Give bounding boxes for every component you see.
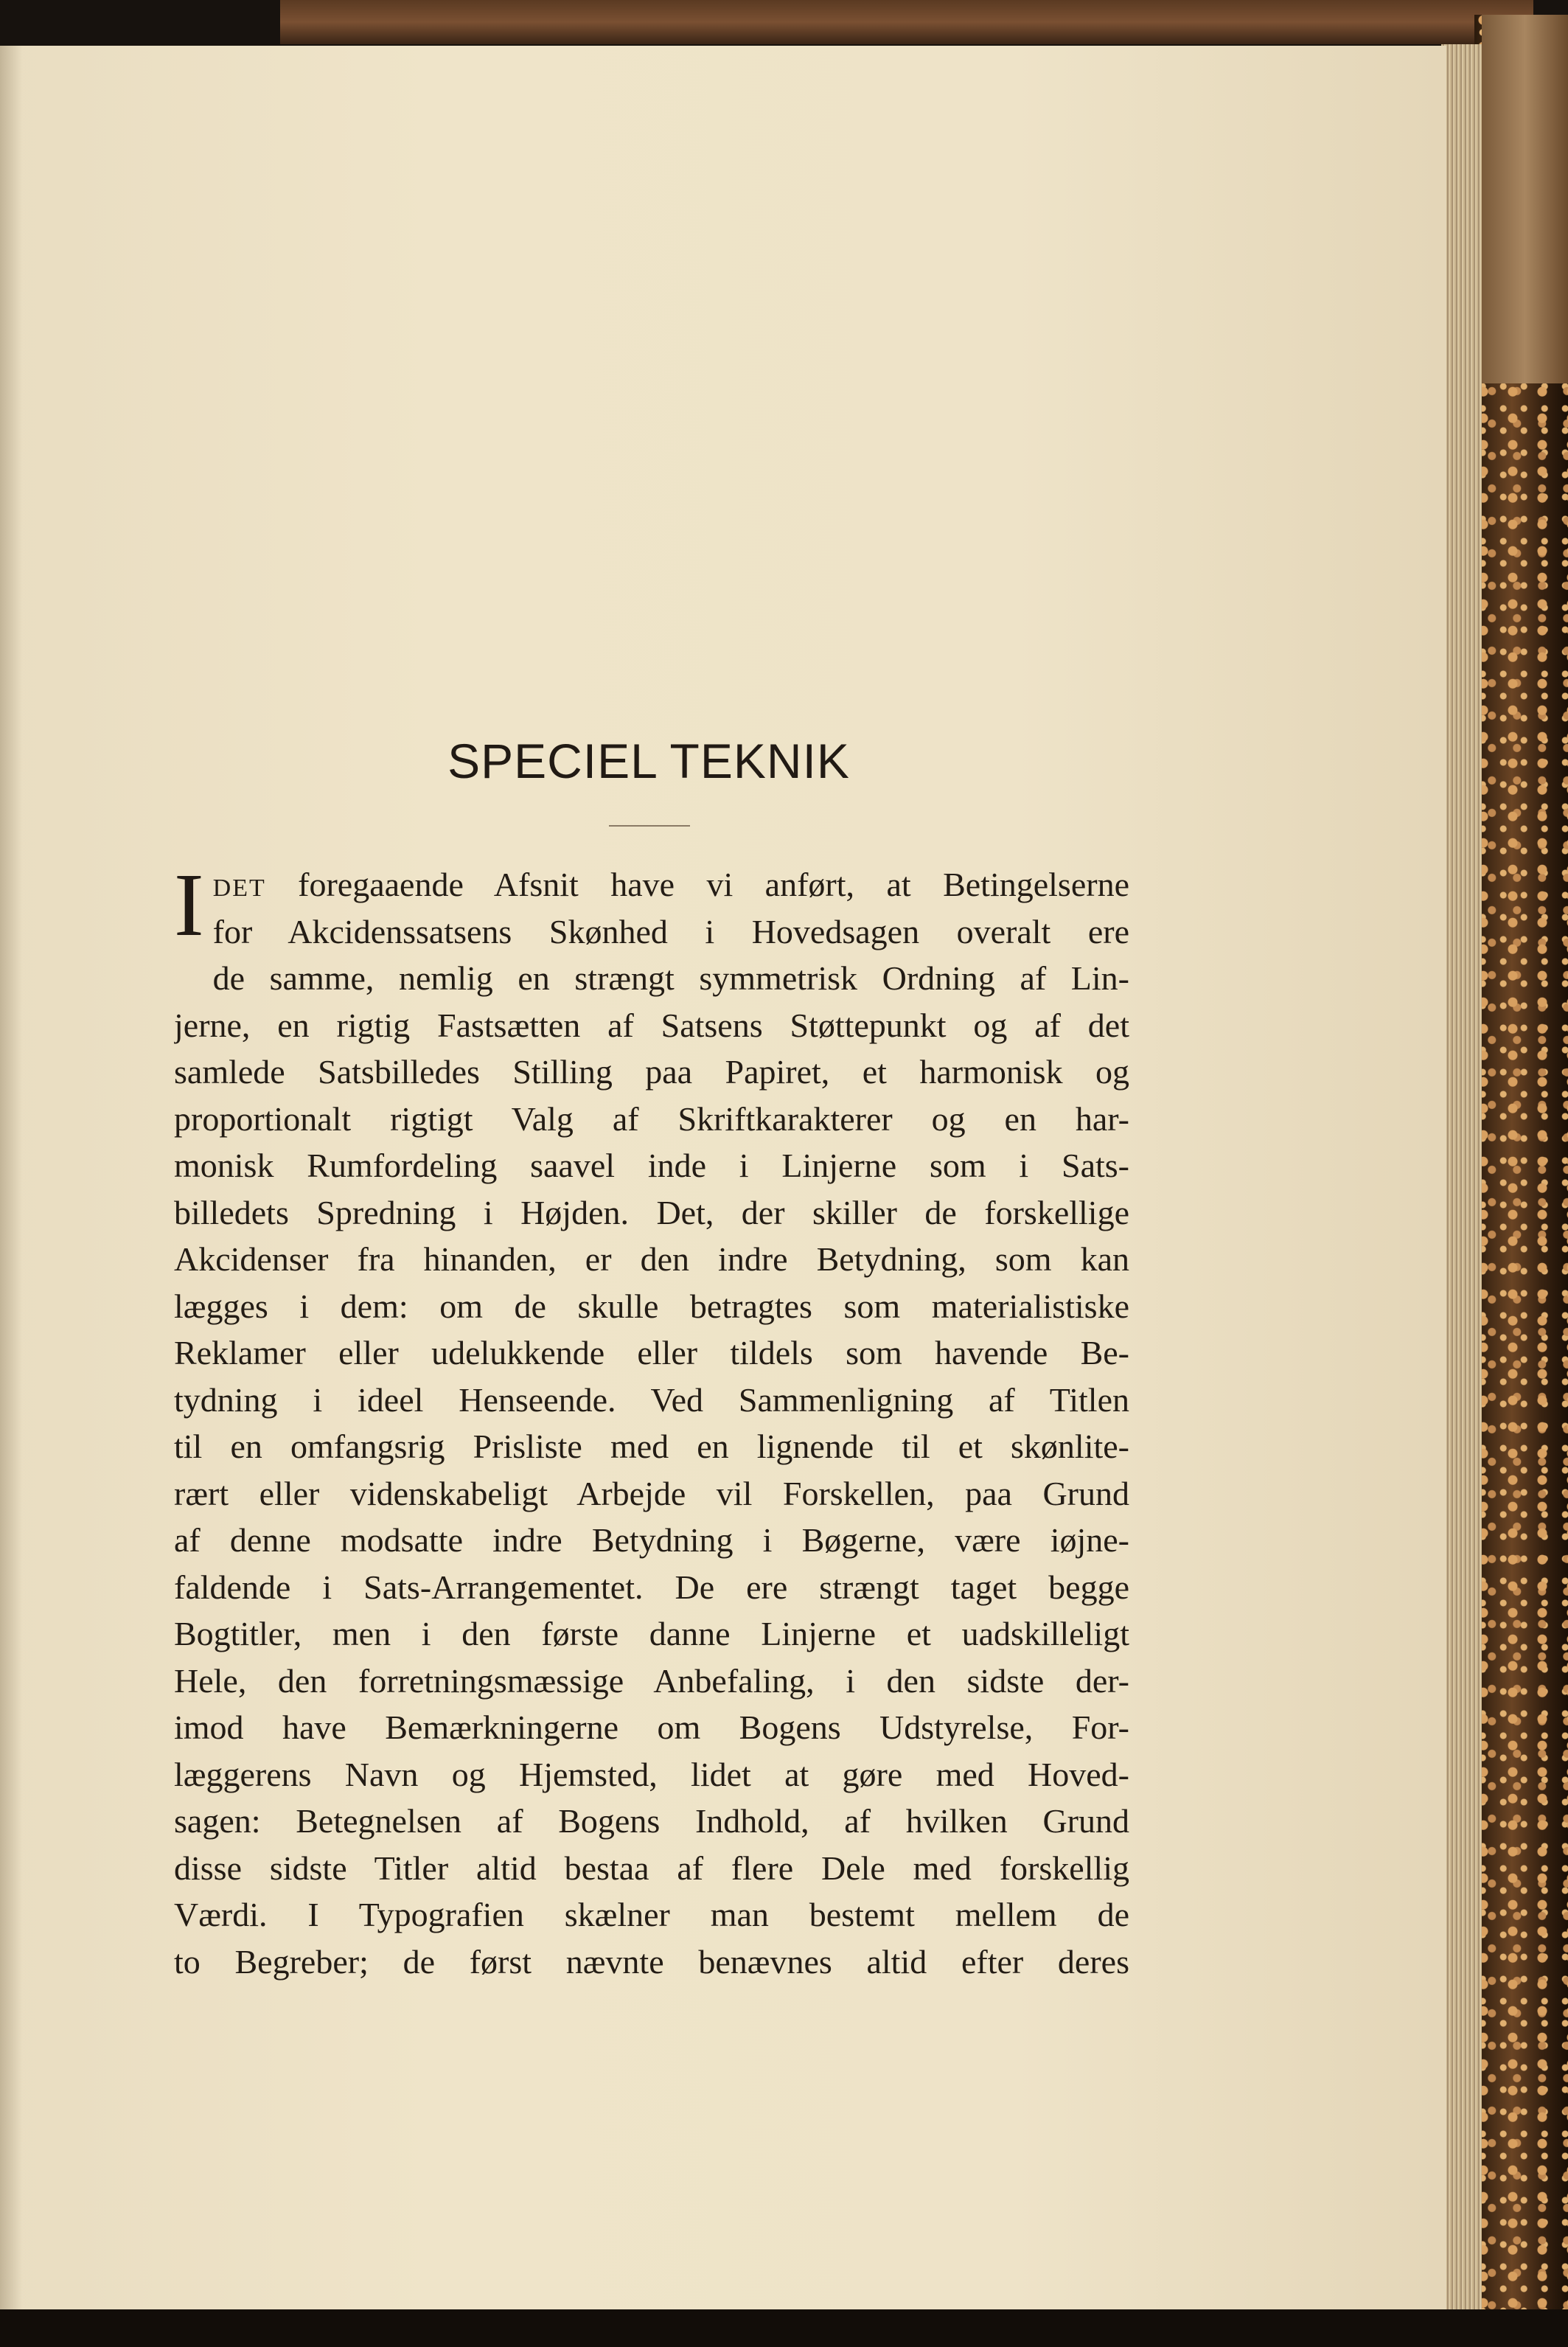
text-line: Værdi. I Typografien skælner man bestemt mellem de <box>174 1896 1129 1933</box>
smallcaps-word: DET <box>212 875 266 902</box>
page-fore-edge <box>1441 44 1482 2315</box>
text-line: proportionalt rigtigt Valg af Skriftkarakterer og en har- <box>174 1099 1129 1138</box>
text-line: læggerens Navn og Hjemsted, lidet at gøre med Hoved- <box>174 1755 1129 1793</box>
text-line: tydning i ideel Henseende. Ved Sammenligning af Titlen <box>174 1380 1129 1419</box>
cover-corner <box>1482 15 1568 383</box>
text-line: jerne, en rigtig Fastsætten af Satsens Støttepunkt og af det <box>174 1006 1129 1044</box>
page-gutter-shadow <box>0 46 22 2309</box>
text-line: for Akcidenssatsens Skønhed i Hovedsagen overalt ere <box>212 912 1129 950</box>
text-line: DET foregaaende Afsnit have vi anført, at Betingelserne <box>212 866 1129 903</box>
chapter-heading <box>391 733 907 789</box>
text-line: billedets Spredning i Højden. Det, der skiller de forskellige <box>174 1193 1129 1231</box>
text-line: samlede Satsbilledes Stilling paa Papiret, et harmonisk og <box>174 1053 1129 1091</box>
text-line: Hele, den forretningsmæssige Anbefaling, i den sidste der- <box>174 1661 1129 1700</box>
text-line: monisk Rumfordeling saavel inde i Linjerne som i Sats- <box>174 1147 1129 1184</box>
text-line: de samme, nemlig en strængt symmetrisk Ordning af Lin- <box>212 959 1129 997</box>
heading-rule <box>609 825 690 827</box>
drop-cap: I <box>174 855 204 955</box>
text-line: til en omfangsrig Prisliste med en lignende til et skønlite- <box>174 1428 1129 1465</box>
body-paragraph <box>174 855 1129 1985</box>
text-line: Reklamer eller udelukkende eller tildels som havende Be- <box>174 1334 1129 1371</box>
text-line: rært eller videnskabeligt Arbejde vil Forskellen, paa Grund <box>174 1474 1129 1512</box>
text-line: lægges i dem: om de skulle betragtes som materialistiske <box>174 1287 1129 1325</box>
text-line: imod have Bemærkningerne om Bogens Udstyrelse, For- <box>174 1708 1129 1746</box>
chapter-title: SPECIEL TEKNIK <box>447 734 850 788</box>
text-line: disse sidste Titler altid bestaa af flere Dele med forskellig <box>174 1849 1129 1887</box>
book-top-edge <box>280 0 1533 44</box>
text-line: Bogtitler, men i den første danne Linjerne et uadskilleligt <box>174 1615 1129 1652</box>
scan-bottom-edge <box>0 2309 1568 2347</box>
text-line: faldende i Sats-Arrangementet. De ere strængt taget begge <box>174 1568 1129 1606</box>
text-line: sagen: Betegnelsen af Bogens Indhold, af hvilken Grund <box>174 1802 1129 1840</box>
text-line: to Begreber; de først nævnte benævnes altid efter deres <box>174 1942 1129 1981</box>
text-line: af denne modsatte indre Betydning i Bøgerne, være iøjne- <box>174 1521 1129 1559</box>
text-line: Akcidenser fra hinanden, er den indre Betydning, som kan <box>174 1240 1129 1278</box>
